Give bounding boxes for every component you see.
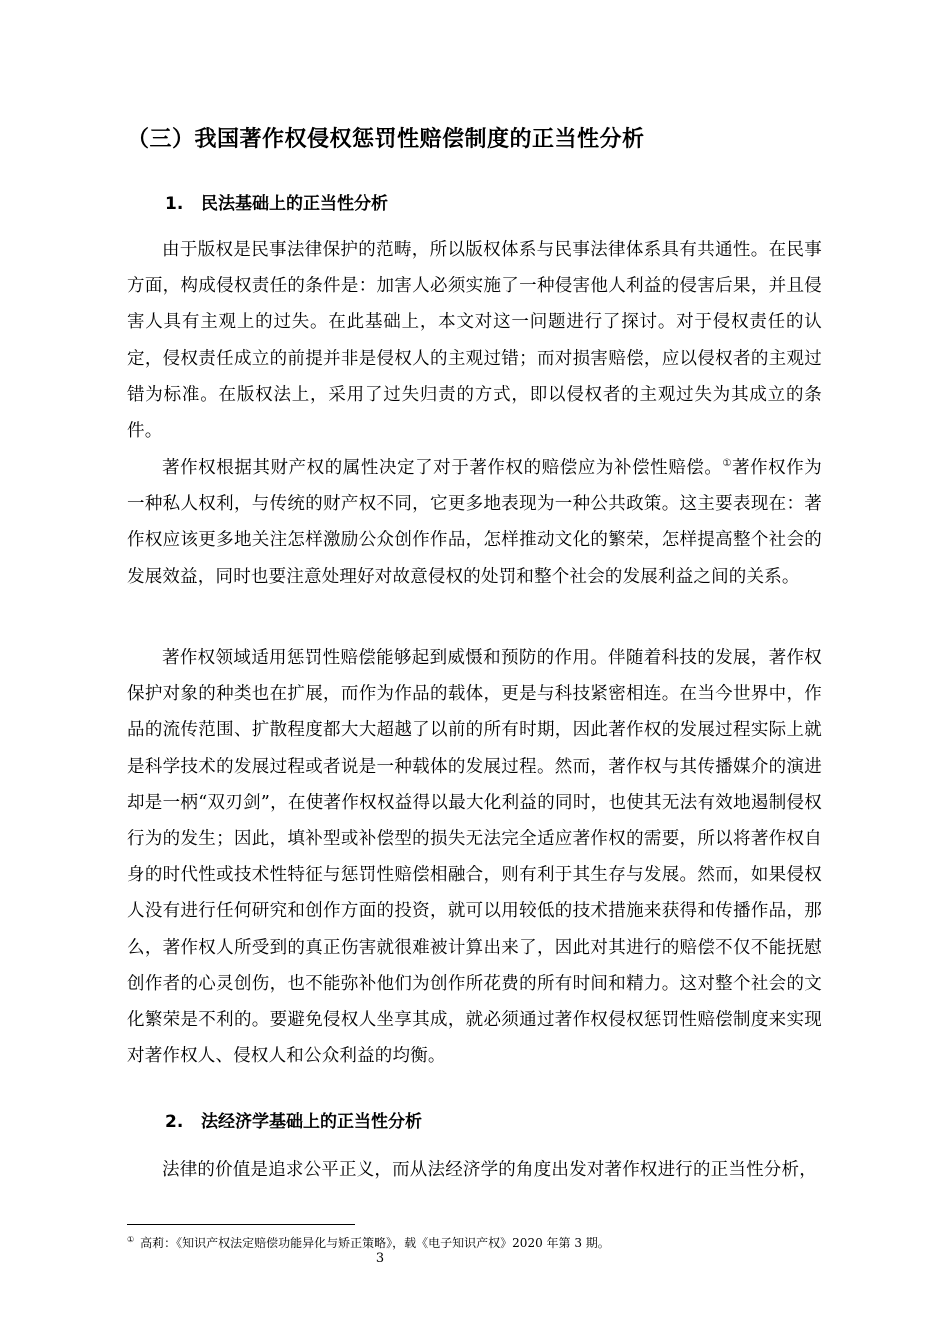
subsection-heading-1 — [165, 190, 388, 218]
paragraph-2 — [127, 450, 822, 595]
page-number: 3 — [375, 1251, 385, 1266]
subsection-title-2: 法经济学基础上的正当性分析 — [201, 1112, 422, 1132]
footnote-separator — [127, 1224, 355, 1225]
footnote-mark: ① — [127, 1235, 135, 1244]
paragraph-3: 著作权领域适用惩罚性赔偿能够起到威慑和预防的作用。伴随着科技的发展，著作权保护对象的种类也在扩展，而作为作品的载体，更是与科技紧密相连。在当今世界中，作品的流传范围、扩散程度都大大超越了以前的所有时期，因此著作权的发展过程实际上就是科学技术的发展过程或者说是一种载体的发展过程。然而，著作权与其传播媒介的演进却是一柄“双刃剑”，在使著作权权益得以最大化利益的同时，也使其无法有效地遏制侵权行为的发生；因此，填补型或补偿型的损失无法完全适应著作权的需要，所以将著作权自身的时代性或技术性特征与惩罚性赔偿相融合，则有利于其生存与发展。然而，如果侵权人没有进行任何研究和创作方面的投资，就可以用较低的技术措施来获得和传播作品，那么，著作权人所受到的真正伤害就很难被计算出来了，因此对其进行的赔偿不仅不能抚慰创作者的心灵创伤，也不能弥补他们为创作所花费的所有时间和精力。这对整个社会的文化繁荣是不利的。要避免侵权人坐享其成，就必须通过著作权侵权惩罚性赔偿制度来实现对著作权人、侵权人和公众利益的均衡。 — [127, 648, 822, 1067]
footnote-reference: ① — [722, 458, 732, 470]
subsection-number-2: 2. — [165, 1112, 184, 1132]
paragraph-2-text-b: 著作权作为一种私人权利，与传统的财产权不同，它更多地表现为一种公共政策。这主要表现在：著作权应该更多地关注怎样激励公众创作作品，怎样推动文化的繁荣，怎样提高整个社会的发展效益，同时也要注意处理好对故意侵权的处罚和整个社会的发展利益之间的关系。 — [127, 458, 822, 587]
paragraph-4: 法律的价值是追求公平正义，而从法经济学的角度出发对著作权进行的正当性分析， — [162, 1160, 817, 1180]
subsection-number-1: 1. — [165, 194, 184, 214]
footnote-text: 高莉：《知识产权法定赔偿功能异化与矫正策略》，载《电子知识产权》2020 年第 3 期。 — [140, 1236, 610, 1250]
paragraph-1: 由于版权是民事法律保护的范畴，所以版权体系与民事法律体系具有共通性。在民事方面，构成侵权责任的条件是：加害人必须实施了一种侵害他人利益的侵害后果，并且侵害人具有主观上的过失。在此基础上，本文对这一问题进行了探讨。对于侵权责任的认定，侵权责任成立的前提并非是侵权人的主观过错；而对损害赔偿，应以侵权者的主观过错为标准。在版权法上，采用了过失归责的方式，即以侵权者的主观过失为其成立的条件。 — [127, 240, 822, 442]
section-title: （三）我国著作权侵权惩罚性赔偿制度的正当性分析 — [127, 127, 645, 152]
subsection-title-1: 民法基础上的正当性分析 — [201, 194, 388, 214]
subsection-heading-2 — [165, 1108, 422, 1136]
paragraph-2-text-a: 著作权根据其财产权的属性决定了对于著作权的赔偿应为补偿性赔偿。 — [162, 458, 723, 478]
